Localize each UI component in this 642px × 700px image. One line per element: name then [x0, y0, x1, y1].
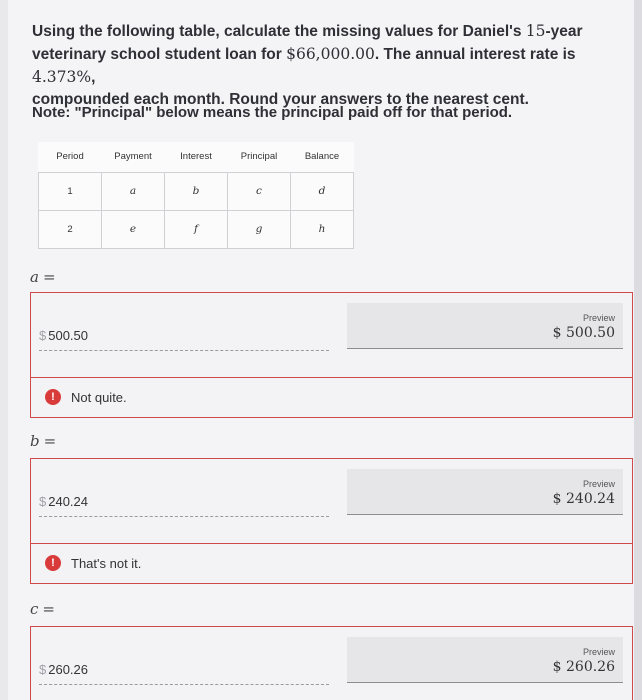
- cell-balance: h: [291, 210, 354, 248]
- cell-payment: a: [102, 172, 165, 210]
- answer-a-box: [30, 292, 633, 418]
- answer-a-label: [30, 268, 56, 286]
- answer-b-value: 240.24: [48, 494, 88, 509]
- answer-c-input[interactable]: [39, 655, 329, 685]
- table-header-row: [39, 142, 354, 172]
- currency-symbol: $: [39, 494, 47, 509]
- answer-b-feedback: [45, 555, 141, 571]
- cell-principal: g: [228, 210, 291, 248]
- answer-a-var: a: [30, 268, 39, 286]
- answer-c-label: [30, 600, 55, 618]
- preview-value: $ 260.26: [552, 659, 615, 675]
- question-text: [32, 20, 622, 111]
- currency-symbol: $: [39, 328, 47, 343]
- feedback-divider: [31, 377, 632, 378]
- cell-balance: d: [291, 172, 354, 210]
- cell-payment: e: [102, 210, 165, 248]
- preview-label: Preview: [582, 647, 615, 657]
- question-line3: compounded each month. Round your answers to the nearest cent.: [32, 91, 529, 108]
- answer-b-preview: [347, 469, 623, 515]
- answer-c-var: c: [30, 600, 39, 618]
- preview-value: $ 240.24: [552, 491, 615, 507]
- answer-c-preview: [347, 637, 623, 683]
- preview-label: Preview: [582, 313, 615, 323]
- cell-interest: b: [165, 172, 228, 210]
- answer-a-feedback: [45, 389, 127, 405]
- header-balance: Balance: [304, 151, 340, 163]
- interest-rate: 4.373%: [32, 68, 92, 86]
- table-row: [39, 172, 354, 210]
- alert-icon: !: [45, 555, 61, 571]
- alert-icon: !: [45, 389, 61, 405]
- header-interest: Interest: [180, 151, 212, 163]
- feedback-text: Not quite.: [71, 389, 127, 405]
- answer-a-input[interactable]: [39, 321, 329, 351]
- cell-period: 2: [39, 210, 102, 248]
- question-line1: Using the following table, calculate the missing values for Daniel's: [32, 23, 522, 40]
- answer-b-input[interactable]: [39, 487, 329, 517]
- currency-symbol: $: [39, 662, 47, 677]
- answer-b-box: [30, 458, 633, 584]
- answer-b-var: b: [30, 432, 40, 450]
- loan-amount: $66,000.00: [286, 45, 375, 63]
- page-edge: [634, 0, 642, 700]
- loan-term-years: 15: [525, 22, 546, 40]
- cell-interest: f: [165, 210, 228, 248]
- question-page: [8, 0, 634, 700]
- answer-c-box: [30, 626, 633, 700]
- question-line2-mid: . The annual interest rate is: [374, 46, 576, 63]
- principal-note: Note: "Principal" below means the principal paid off for that period.: [32, 104, 513, 121]
- answer-a-preview: [347, 303, 623, 349]
- question-line2-suffix: ,: [91, 69, 96, 86]
- feedback-text: That's not it.: [71, 555, 142, 571]
- table-row: [39, 210, 354, 248]
- cell-principal: c: [228, 172, 291, 210]
- cell-period: 1: [39, 172, 102, 210]
- answer-c-eq: =: [42, 600, 55, 618]
- question-line2: veterinary school student loan for: [32, 46, 282, 63]
- answer-c-value: 260.26: [48, 662, 88, 677]
- header-principal: Principal: [240, 151, 278, 163]
- feedback-divider: [31, 543, 632, 544]
- answer-b-eq: =: [43, 432, 57, 450]
- answer-a-value: 500.50: [48, 328, 88, 343]
- preview-value: $ 500.50: [552, 325, 615, 341]
- amortization-table: [38, 142, 354, 249]
- header-period: Period: [56, 151, 84, 163]
- header-payment: Payment: [114, 151, 152, 163]
- answer-a-eq: =: [42, 268, 56, 286]
- preview-label: Preview: [582, 479, 615, 489]
- question-line1-suffix: -year: [545, 23, 583, 40]
- answer-b-label: [30, 432, 56, 450]
